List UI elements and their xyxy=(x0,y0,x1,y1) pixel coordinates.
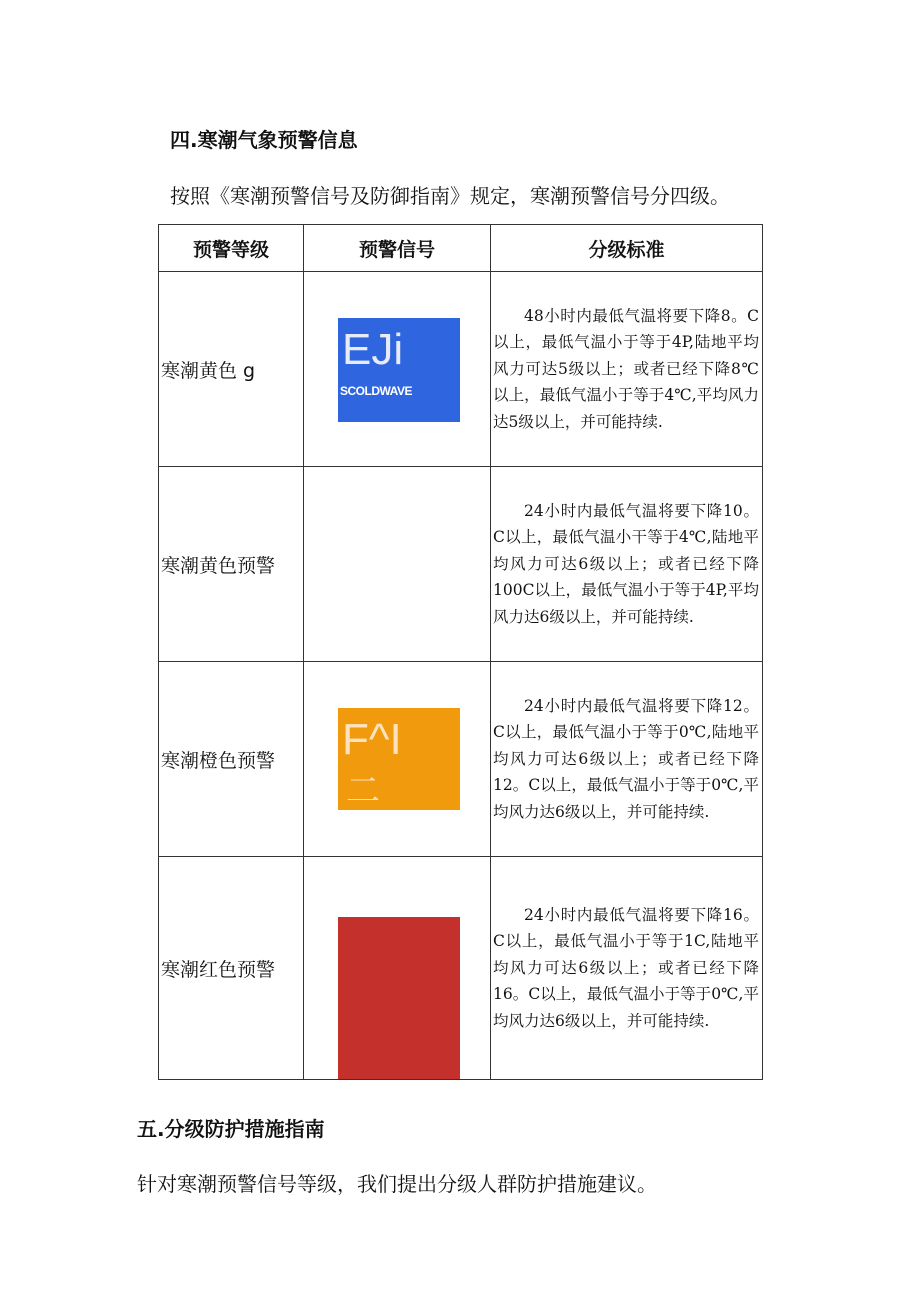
standard-text: 24小时内最低气温将要下降12。C以上，最低气温小于等于0℃,陆地平均风力可达6级以上；或者已经下降12。C以上，最低气温小于等于0℃,平均风力达6级以上，并可能持续. xyxy=(493,696,759,821)
table-row xyxy=(159,857,763,1080)
standard-text: 48小时内最低气温将要下降8。C以上，最低气温小于等于4P,陆地平均风力可达5级以上；或者已经下降8℃以上，最低气温小于等于4℃,平均风力达5级以上，并可能持续. xyxy=(493,306,759,431)
table-row xyxy=(159,272,763,467)
signal-cell xyxy=(304,272,491,467)
standard-cell xyxy=(491,857,763,1080)
table-row xyxy=(159,467,763,662)
standard-text: 24小时内最低气温将要下降10。C以上，最低气温小干等于4℃,陆地平均风力可达6级以上；或者已经下降100C以上，最低气温小于等于4P,平均风力达6级以上，并可能持续. xyxy=(493,501,759,626)
signal-main-text: EJi xyxy=(342,325,404,374)
level-cell: 寒潮橙色预警 xyxy=(159,662,304,857)
section4-heading: 四.寒潮气象预警信息 xyxy=(170,128,358,152)
level-cell: 寒潮黄色预警 xyxy=(159,467,304,662)
header-level: 预警等级 xyxy=(159,225,304,272)
blue-signal-image xyxy=(338,318,460,422)
orange-signal-image xyxy=(338,708,460,810)
header-signal: 预警信号 xyxy=(304,225,491,272)
signal-sub-text: 二 xyxy=(346,771,380,811)
signal-cell xyxy=(304,467,491,662)
standard-cell xyxy=(491,662,763,857)
section5-intro: 针对寒潮预警信号等级，我们提出分级人群防护措施建议。 xyxy=(137,1172,657,1196)
header-standard: 分级标准 xyxy=(491,225,763,272)
warning-table xyxy=(158,224,763,1080)
red-signal-image xyxy=(338,917,460,1079)
signal-cell xyxy=(304,662,491,857)
signal-sub-text: SCOLDWAVE xyxy=(340,384,412,398)
standard-text: 24小时内最低气温将要下降16。C以上，最低气温小于等于1C,陆地平均风力可达6级以上；或者已经下降16。C以上，最低气温小于等于0℃,平均风力达6级以上，并可能持续. xyxy=(493,905,759,1030)
signal-main-text: F^I xyxy=(342,715,402,764)
standard-cell xyxy=(491,467,763,662)
standard-cell xyxy=(491,272,763,467)
signal-cell xyxy=(304,857,491,1080)
level-cell: 寒潮红色预警 xyxy=(159,857,304,1080)
section4-intro: 按照《寒潮预警信号及防御指南》规定，寒潮预警信号分四级。 xyxy=(170,184,730,208)
table-header-row xyxy=(159,225,763,272)
level-cell: 寒潮黄色 g xyxy=(159,272,304,467)
table-row xyxy=(159,662,763,857)
section5-heading: 五.分级防护措施指南 xyxy=(137,1117,325,1141)
